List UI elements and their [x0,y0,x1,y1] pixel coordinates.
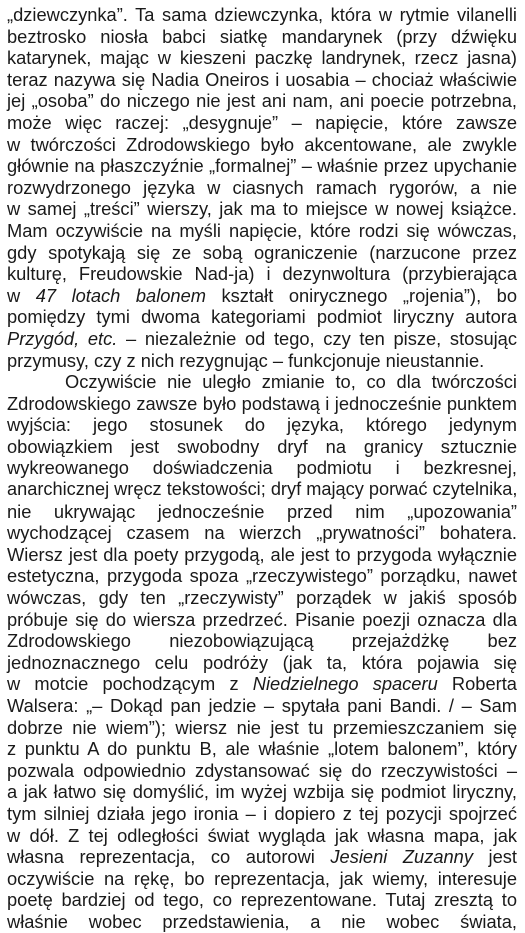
text-run: oczywiście na rękę, bo reprezentacja, jak wiemy, interesuje [7,867,517,889]
text-run: próbuje się do wiersza przedrzeć. Pisanie poezji oznacza dla [7,608,517,630]
text-line [7,306,517,328]
text-run: w dół. Z tej odległości świat wygląda jak własna mapa, jak [7,824,517,846]
text-line [7,868,517,890]
text-line [7,177,517,199]
text-run: właśnie wobec przedstawienia, a nie wobec świata, [7,910,517,932]
text-line [7,328,517,350]
text-line [7,760,517,782]
text-line [7,4,517,26]
paragraph-2 [7,371,517,932]
text-line [7,198,517,220]
text-run: wychodzącej czasem na wierzch „prywatności” bohatera. [7,522,517,544]
text-line [7,695,517,717]
paragraph-1 [7,4,517,371]
text-run: jednoznacznego celu podróży (jak ta, która pojawia się [7,651,517,673]
italic-title: Przygód, etc. [7,327,118,349]
italic-title: Jesieni Zuzanny [330,846,473,868]
text-line [7,134,517,156]
text-run: Walsera: „– Dokąd pan jedzie – spytała pani Bandi. / – Sam [7,695,517,716]
text-run: głównie na płaszczyźnie „formalnej” – właśnie przez upychanie [7,155,517,177]
text-line [7,371,517,393]
text-run: gdy spotykają się ze sobą ograniczenie (narzucone przez [7,241,517,263]
text-run: estetyczna, przygoda spoza „rzeczywistego” porządku, nawet [7,565,517,587]
text-run: w [7,284,36,306]
text-line [7,781,517,803]
text-line [7,825,517,847]
text-line [7,652,517,674]
text-line [7,112,517,134]
text-line [7,436,517,458]
text-line [7,609,517,631]
text-run: w twórczości Zdrodowskiego było akcentowane, ale zwykle [7,133,517,155]
text-run: teraz nazywa się Nadia Oneiros i uosabia – chociaż właściwie [7,68,517,90]
text-run: a jak łatwo się domyślić, im wyżej wzbija się podmiot liryczny, [7,781,517,803]
text-line [7,263,517,285]
text-line [7,501,517,523]
text-line [7,673,517,695]
text-run: kształt onirycznego „rojenia”), bo [206,284,517,306]
text-run: Zdrodowskiego zawsze było podstawą i jednocześnie punktem [7,392,517,414]
text-run: pomiędzy tymi dwoma kategoriami podmiot liryczny autora [7,306,517,328]
text-line [7,26,517,48]
text-line [7,565,517,587]
text-line [7,47,517,69]
text-run: „dziewczynka”. Ta sama dziewczynka, która w rytmie vilanelli [7,4,517,25]
text-line [7,911,517,933]
text-run: poetę bardziej od tego, co reprezentowane. Tutaj zresztą to [7,889,517,911]
text-line [7,242,517,264]
text-run: anarchicznej wręcz tekstowości; dryf mający porwać czytelnika, [7,479,518,500]
text-line [7,803,517,825]
text-run: jej „osoba” do niczego nie jest ani nam, ani poecie potrzebna, [7,90,517,112]
text-line [7,717,517,739]
text-run: jest [473,846,518,868]
italic-title: 47 lotach balonem [35,284,206,306]
text-line [7,393,517,415]
text-run: wówczas, gdy ten „rzeczywisty” porządek w jakiś sposób [7,587,517,609]
text-line [7,69,517,91]
text-run: obowiązkiem jest swobodny dryf na granicy sztucznie [7,435,517,457]
italic-title: Niedzielnego spaceru [252,673,438,695]
text-run: – niezależnie od tego, czy ten pisze, stosując [117,327,517,349]
text-run: tym silniej działa jego ironia – i dopiero z tej pozycji spojrzeć [7,802,517,824]
text-line [7,479,517,501]
text-line [7,457,517,479]
text-line [7,544,517,566]
text-line [7,587,517,609]
text-run: może więc raczej: „desygnuje” – napięcie, które zawsze [7,111,517,133]
text-run: katarynek, mając w kieszeni paczkę landrynek, rzecz jasna) [7,47,517,69]
text-run: przymusy, czy z nich rezygnując – funkcjonuje nieustannie. [7,349,485,371]
text-run: Mam oczywiście na myśli napięcie, które rodzi się wówczas, [7,219,517,241]
text-line [7,630,517,652]
text-run: Oczywiście nie uległo zmianie to, co dla twórczości [65,371,517,393]
text-run: rozwydrzonego języka w ciasnych ramach rygorów, a nie [7,176,517,198]
text-line [7,155,517,177]
text-run: Zdrodowskiego niezobowiązującą przejażdżkę bez [7,630,517,652]
text-run: pozwala odpowiednio zdystansować się do rzeczywistości – [7,759,517,781]
text-run: w samej „treści” wierszy, jak ma to miejsce w nowej książce. [7,198,517,220]
text-line [7,414,517,436]
text-run: beztrosko niosła babci siatkę mandarynek (przy dźwięku [7,25,517,47]
text-line [7,220,517,242]
text-run: Roberta [437,673,517,695]
text-run: z punktu A do punktu B, ale właśnie „lotem balonem”, który [7,738,517,760]
text-run: dobrze nie wiem”); wiersz nie jest tu przemieszczaniem się [7,716,517,738]
text-line [7,889,517,911]
text-line [7,350,517,372]
text-run: nie ukrywając jednocześnie przed nim „upozowania” [7,500,517,522]
text-line [7,522,517,544]
text-run: kulturę, Freudowskie Nad-ja) i dezynwoltura (przybierająca [7,263,517,285]
text-run: wyjścia: jego stosunek do języka, którego jedynym [7,414,517,436]
text-run: w motcie pochodzącym z [7,673,253,695]
text-line [7,285,517,307]
text-line [7,846,517,868]
text-run: własna reprezentacja, co autorowi [7,846,331,868]
text-line [7,738,517,760]
text-line [7,90,517,112]
text-run: Wiersz jest dla poety przygodą, ale jest to przygoda wyłącznie [7,543,517,565]
text-run: wykreowanego doświadczenia podmiotu i bezkresnej, [7,457,517,479]
